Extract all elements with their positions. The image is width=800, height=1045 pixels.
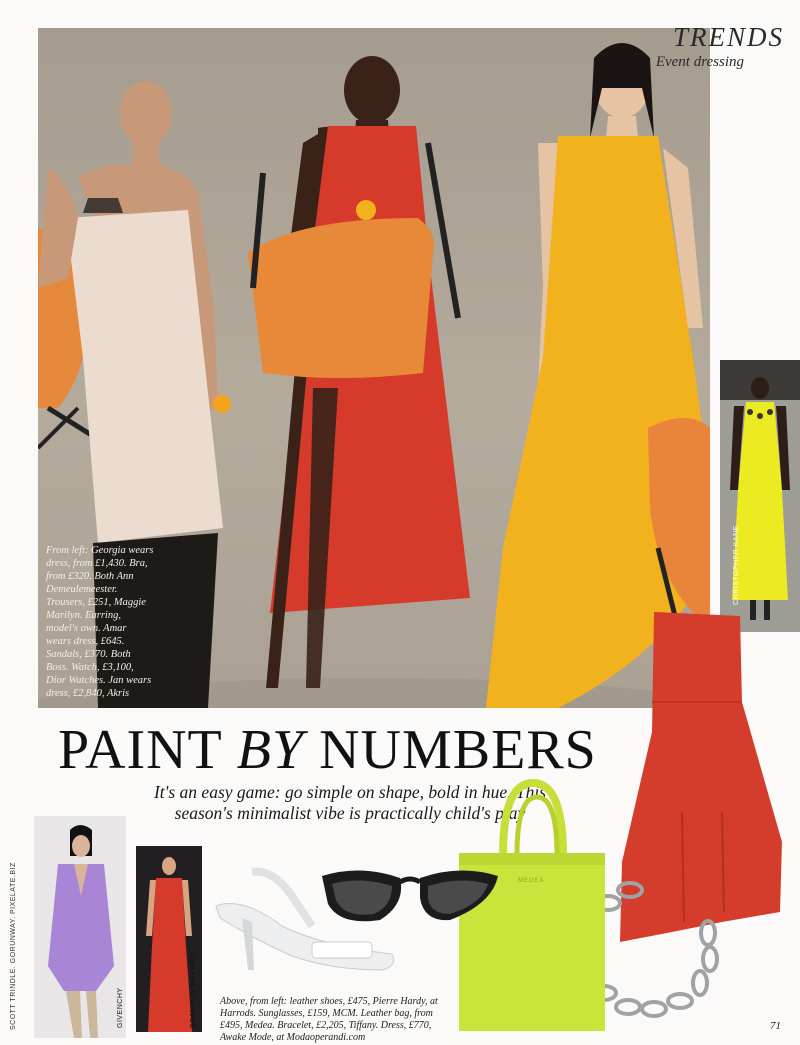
givenchy-credit: GIVENCHY <box>117 987 124 1028</box>
runway-lilac-illustration <box>34 816 126 1038</box>
standfirst: It's an easy game: go simple on shape, bold in hue. This season's minimalist vibe is practically child's play <box>153 782 547 823</box>
chair-held <box>248 218 434 378</box>
runway-yellow-illustration <box>720 360 800 632</box>
headline-part-3: NUMBERS <box>304 719 597 781</box>
runway-photo-givenchy <box>34 816 126 1038</box>
white-sandal <box>212 866 402 976</box>
side-photo-credit: CHRISTOPHER KANE <box>733 525 740 605</box>
product-caption: Above, from left: leather shoes, £475, Pierre Hardy, at Harrods. Sunglasses, £159, MCM. Leather bag, from £495, Medea. Bracelet, £2,205, Tiffany. Dress, £770, Awake Mode, at Modaoperandi.com <box>220 996 438 1043</box>
runway-photo-christopher-kane <box>720 360 800 632</box>
brandon-maxwell-credit: BRANDON MAXWELL <box>190 949 197 1028</box>
headline-part-2: BY <box>236 719 305 781</box>
orange-fruit <box>213 395 231 413</box>
section-label: TRENDS <box>672 22 784 52</box>
hero-caption: From left: Georgia wears dress, from £1,430. Bra, from £320. Both Ann Demeulemeester. Trousers, £251, Maggie Marilyn. Earring, model's own. Amar wears dress, £645. Sandals, £370. Both Boss. Watch, £3,100, Dior Watches. Jan wears dress, £2,840, Akris <box>46 545 154 699</box>
model-1-head <box>120 81 172 145</box>
section-subtitle: Event dressing <box>655 54 744 70</box>
model-2-head <box>344 56 400 124</box>
page-number: 71 <box>770 1020 781 1032</box>
bag-logo: MEDEA <box>518 878 545 884</box>
headline-part-1: PAINT <box>58 719 237 781</box>
headline <box>58 718 597 782</box>
photo-credits: SCOTT TRINDLE. GORUNWAY. PIXELATE.BIZ <box>10 862 17 1030</box>
